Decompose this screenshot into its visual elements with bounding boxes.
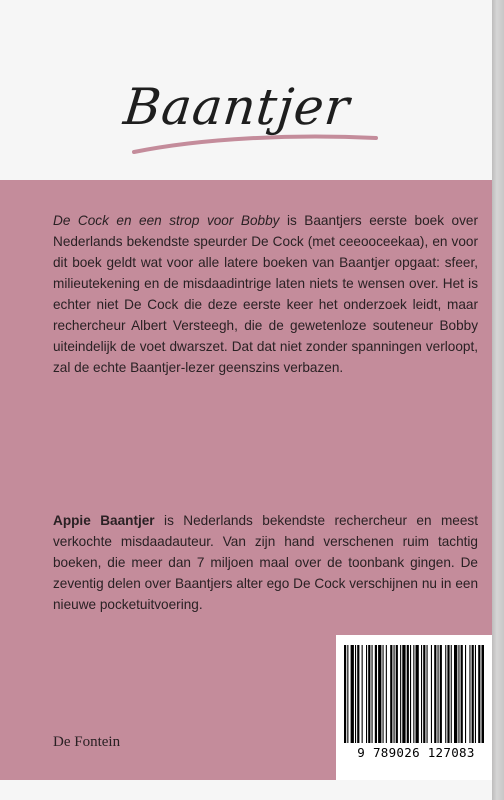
barcode-bar: [461, 645, 463, 743]
barcode-bar: [383, 645, 384, 743]
barcode-bars: [344, 645, 484, 743]
barcode-bar: [451, 645, 452, 743]
barcode-bar: [396, 645, 398, 743]
barcode-bar: [440, 645, 442, 743]
barcode-bar: [445, 645, 446, 743]
barcode-bar: [469, 645, 470, 743]
barcode-bar: [472, 645, 474, 743]
barcode-bar: [427, 645, 428, 743]
barcode-bar: [394, 645, 395, 743]
barcode-bar: [372, 645, 373, 743]
barcode-bar: [478, 645, 480, 743]
barcode-bar: [407, 645, 409, 743]
barcode-bar: [378, 645, 381, 743]
barcode-bar: [438, 645, 439, 743]
barcode-bar: [386, 645, 387, 743]
barcode-bar: [482, 645, 485, 743]
barcode-bar: [368, 645, 370, 743]
barcode-bar: [362, 645, 363, 743]
barcode-bar: [454, 645, 457, 743]
author-bio-text: is Nederlands bekendste rechercheur en meest verkochte misdaadauteur. Van zijn hand verschenen ruim tachtig boeken, die meer dan 7 miljoen maal over de toonbank gingen. De zeventig delen over Baantjers alter ego De Cock verschijnen nu in een nieuwe pocketuitvoering.: [53, 513, 479, 612]
logo-wordmark: Baantjer: [120, 78, 353, 136]
logo-swoosh: [124, 128, 384, 158]
barcode-bar: [413, 645, 414, 743]
barcode-bar: [344, 645, 346, 743]
barcode-bar: [366, 645, 367, 743]
barcode-digits: 9 789026 127083: [357, 745, 475, 760]
author-name: Appie Baantjer: [53, 513, 155, 528]
barcode-bar: [410, 645, 411, 743]
book-edge: [492, 0, 504, 800]
book-title: De Cock en een strop voor Bobby: [53, 213, 280, 228]
book-blurb: [53, 210, 478, 378]
baantjer-logo: [120, 78, 384, 162]
barcode-bar: [400, 645, 401, 743]
barcode-bar: [434, 645, 436, 743]
barcode-bar: [475, 645, 476, 743]
barcode-bar: [423, 645, 425, 743]
pink-content-panel: [0, 180, 492, 780]
barcode-bar: [416, 645, 419, 743]
isbn-barcode: [336, 635, 492, 780]
barcode-bar: [447, 645, 449, 743]
barcode-bar: [357, 645, 359, 743]
barcode-bar: [458, 645, 459, 743]
barcode-bar: [390, 645, 392, 743]
author-bio: [53, 510, 478, 615]
barcode-bar: [355, 645, 356, 743]
barcode-bar: [465, 645, 466, 743]
barcode-bar: [347, 645, 348, 743]
barcode-bar: [375, 645, 377, 743]
blurb-text: is Baantjers eerste boek over Nederlands bekendste speurder De Cock (met ceeooceekaa), en voor dit boek geldt wat voor alle latere boeken van Baantjer opgaat: sfeer, milieutekening en de misdaadintrige laten niets te wensen over. Het is echter niet De Cock die deze eerste keer het onderzoek leidt, maar rechercheur Albert Versteegh, die de gewetenloze souteneur Bobby uiteindelijk de voet dwarszet. Dat dat niet zonder spanningen verloopt, zal de echte Baantjer-lezer geenszins verbazen.: [53, 213, 478, 375]
publisher-name: De Fontein: [53, 734, 121, 750]
barcode-bar: [351, 645, 354, 743]
barcode-bar: [402, 645, 405, 743]
barcode-bar: [421, 645, 422, 743]
barcode-bar: [431, 645, 432, 743]
